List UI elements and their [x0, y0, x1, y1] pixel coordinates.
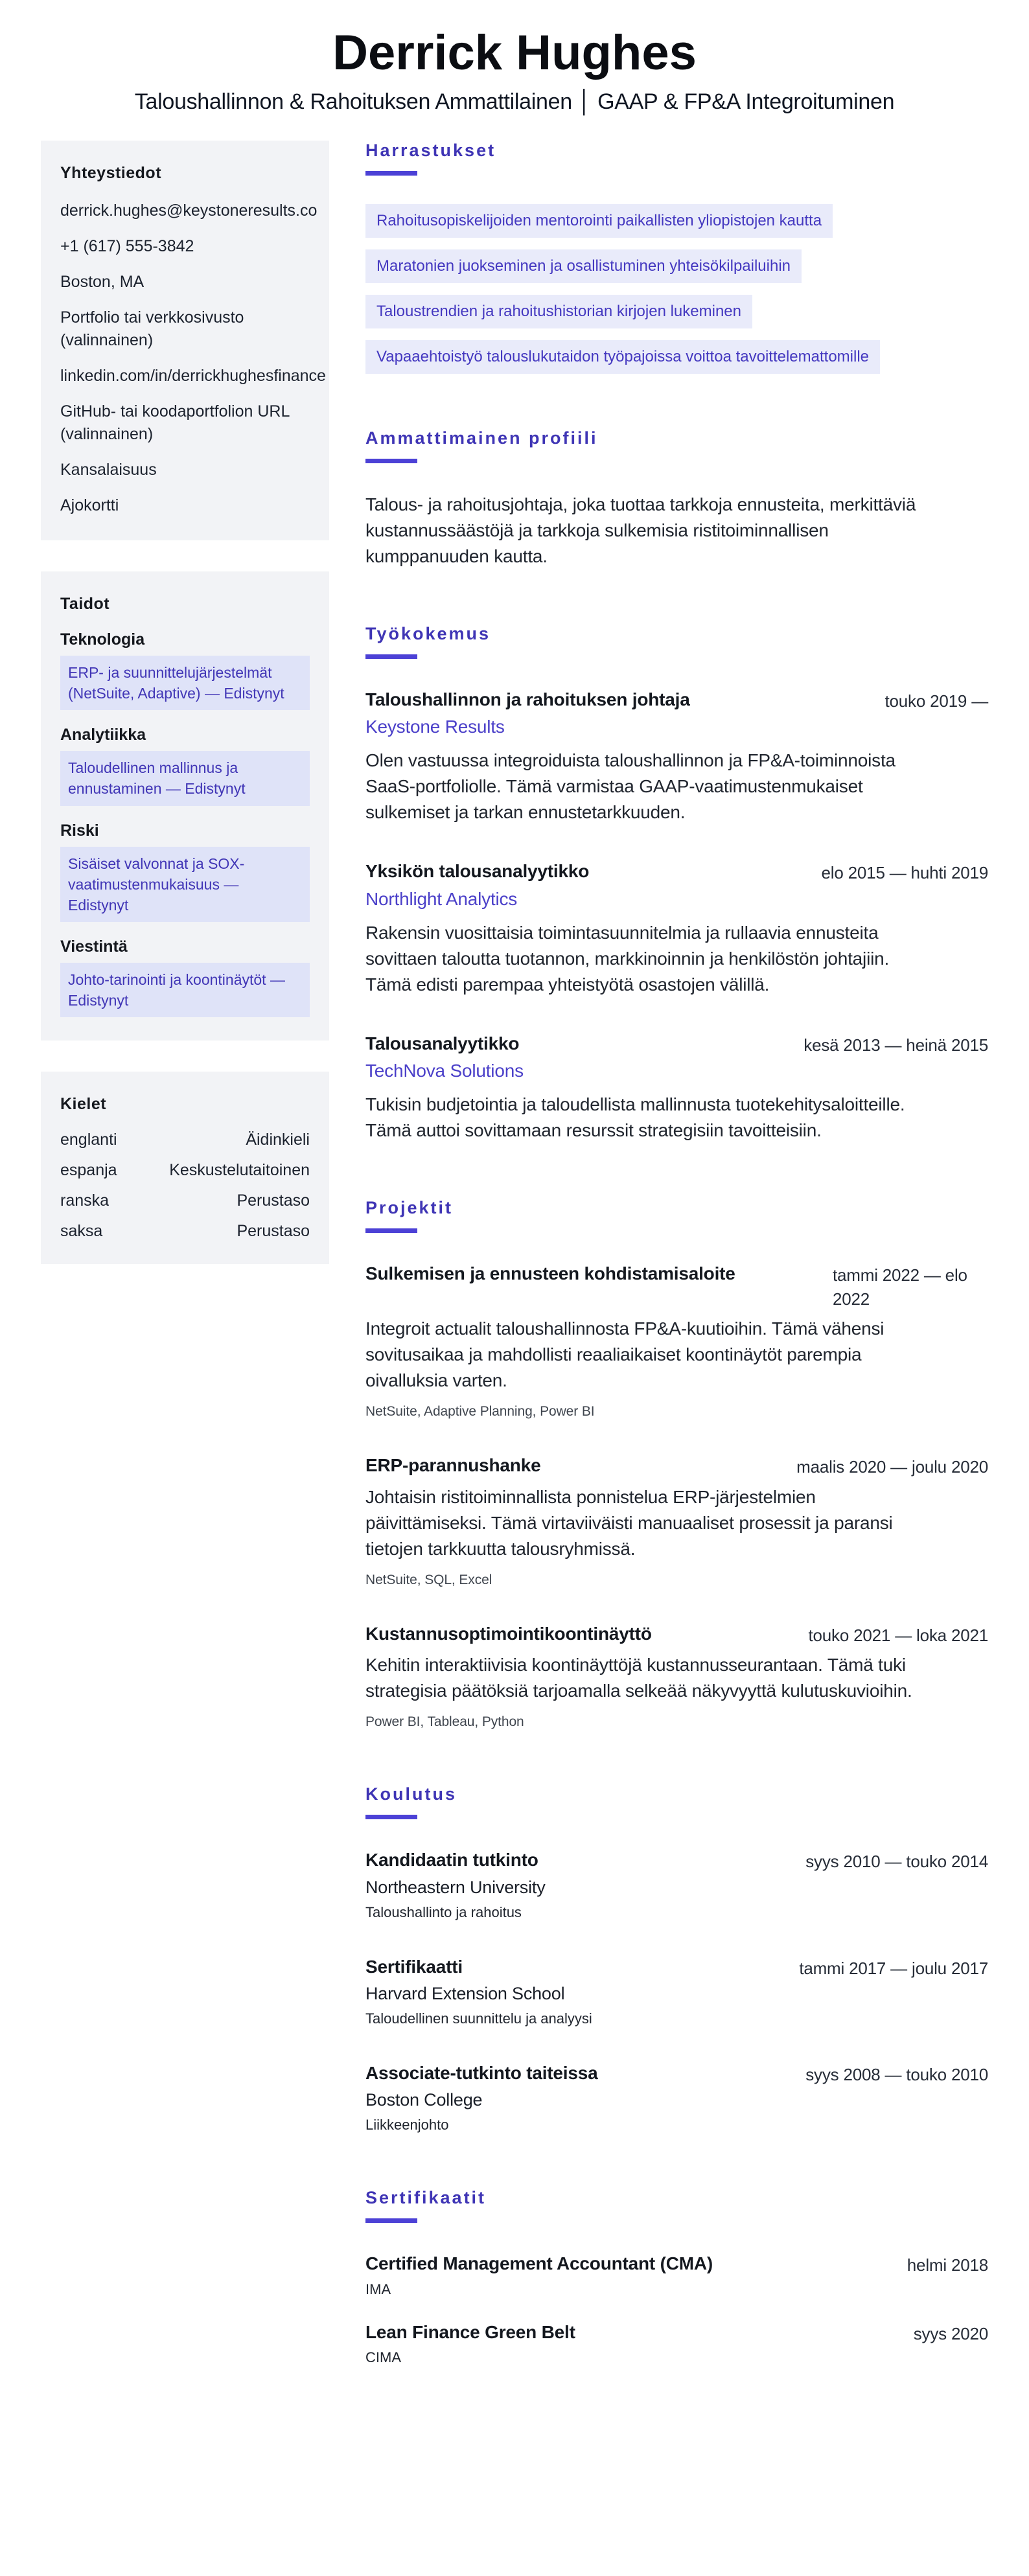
- section-underline: [365, 1815, 417, 1819]
- section-title: Työkokemus: [365, 623, 491, 643]
- contact-title: Yhteystiedot: [60, 163, 162, 182]
- header: [0, 0, 1029, 137]
- section-education: [365, 1784, 988, 2133]
- skill-category: Viestintä: [60, 937, 128, 956]
- project-dates: tammi 2022 — elo 2022: [833, 1265, 967, 1309]
- project-header: [365, 1622, 988, 1647]
- language-name: ranska: [60, 1191, 110, 1210]
- job-dates: elo 2015 — huhti 2019: [821, 863, 988, 883]
- job-company: TechNova Solutions: [365, 1061, 524, 1081]
- job-dates: kesä 2013 — heinä 2015: [804, 1035, 988, 1055]
- project-dates: touko 2021 — loka 2021: [808, 1625, 988, 1645]
- skill-group: [60, 630, 310, 710]
- education-school: Northeastern University: [365, 1877, 546, 1897]
- certification-date: helmi 2018: [907, 2255, 988, 2275]
- certification-entry: [365, 2251, 988, 2297]
- certification-issuer: IMA: [365, 2281, 391, 2297]
- skill-badge: Taloudellinen mallinnus ja ennustaminen — Edistynyt: [60, 751, 310, 805]
- section-profile: [365, 428, 988, 569]
- certification-issuer: CIMA: [365, 2349, 401, 2366]
- languages-card: [41, 1072, 329, 1264]
- skill-group: [60, 937, 310, 1017]
- education-header: [365, 1955, 988, 1980]
- education-header: [365, 1848, 988, 1873]
- education-entry: [365, 1848, 988, 1920]
- section-title: Harrastukset: [365, 140, 496, 160]
- section-underline: [365, 1228, 417, 1233]
- project-header: [365, 1261, 988, 1311]
- education-field: Taloushallinto ja rahoitus: [365, 1903, 522, 1920]
- project-entry: [365, 1622, 988, 1730]
- project-description: Kehitin interaktiivisia koontinäyttöjä kustannusseurantaan. Tämä tuki strategisia päätöksiä tarjoamalla selkeää näkyvyyttä kulutuskuvioihin.: [365, 1655, 912, 1701]
- certification-header: [365, 2251, 988, 2277]
- contact-linkedin: linkedin.com/in/derrickhughesfinance: [60, 366, 326, 385]
- project-header: [365, 1453, 988, 1478]
- project-description: Johtaisin ristitoiminnallista ponnistelua ERP-järjestelmien päivittämiseksi. Tämä virtaviiväisti manuaaliset prosessit ja paransi tietojen tarkkuutta talousryhmissä.: [365, 1486, 893, 1559]
- section-title: Ammattimainen profiili: [365, 428, 598, 448]
- main-column: [365, 141, 988, 2366]
- job-description: Rakensin vuosittaisia toimintasuunnitelmia ja rullaavia ennusteita sovittaen taloutta tuotannon, markkinoinnin ja henkilöstön johtajiin. Tämä edisti parempaa yhteistyötä osastojen välillä.: [365, 922, 890, 995]
- job-title: Yksikön talousanalyytikko: [365, 861, 590, 882]
- section-title: Sertifikaatit: [365, 2188, 487, 2208]
- education-field: Taloudellinen suunnittelu ja analyysi: [365, 2010, 592, 2027]
- section-hobbies: [365, 141, 988, 374]
- section-experience: [365, 624, 988, 1144]
- section-certifications: [365, 2188, 988, 2366]
- project-description: Integroit actualit taloushallinnosta FP&A-kuutioihin. Tämä vähensi sovitusaikaa ja mahdollisti reaaliaikaiset koontinäytöt parempia oivalluksia varten.: [365, 1318, 884, 1391]
- education-degree: Sertifikaatti: [365, 1956, 463, 1977]
- skill-category: Analytiikka: [60, 726, 146, 744]
- section-underline: [365, 459, 417, 463]
- job-company: Keystone Results: [365, 717, 505, 737]
- contact-github: GitHub- tai koodaportfolion URL (valinnainen): [60, 402, 290, 443]
- skills-title: Taidot: [60, 594, 110, 613]
- job-entry: [365, 1031, 988, 1144]
- job-description: Olen vastuussa integroiduista taloushallinnon ja FP&A-toiminnoista SaaS-portfoliolle. Tämä varmistaa GAAP-vaatimustenmukaiset sulkemiset ja tarkan ennustetarkkuuden.: [365, 750, 896, 823]
- skill-group: [60, 726, 310, 805]
- section-title: Projektit: [365, 1198, 454, 1218]
- education-dates: syys 2008 — touko 2010: [805, 2064, 988, 2084]
- language-name: espanja: [60, 1161, 117, 1180]
- education-field: Liikkeenjohto: [365, 2117, 449, 2133]
- skill-group: [60, 822, 310, 923]
- language-name: englanti: [60, 1131, 117, 1149]
- education-entry: [365, 1955, 988, 2027]
- certification-name: Certified Management Accountant (CMA): [365, 2253, 713, 2274]
- skill-category: Teknologia: [60, 630, 145, 649]
- hobby-badge: Maratonien juokseminen ja osallistuminen yhteisökilpailuihin: [365, 249, 802, 283]
- contact-phone: +1 (617) 555-3842: [60, 236, 194, 255]
- education-dates: syys 2010 — touko 2014: [805, 1852, 988, 1872]
- language-name: saksa: [60, 1222, 103, 1241]
- education-degree: Kandidaatin tutkinto: [365, 1850, 538, 1870]
- contact-location: Boston, MA: [60, 272, 145, 291]
- language-level: Äidinkieli: [246, 1131, 310, 1149]
- language-level: Keskustelutaitoinen: [169, 1161, 310, 1180]
- skill-badge: Sisäiset valvonnat ja SOX-vaatimustenmukaisuus — Edistynyt: [60, 847, 310, 923]
- language-row: [60, 1222, 310, 1241]
- section-underline: [365, 2218, 417, 2223]
- certification-header: [365, 2320, 988, 2345]
- contact-card: [41, 141, 329, 540]
- project-tech-stack: NetSuite, Adaptive Planning, Power BI: [365, 1404, 595, 1420]
- project-tech-stack: Power BI, Tableau, Python: [365, 1714, 524, 1730]
- education-school: Boston College: [365, 2090, 483, 2110]
- contact-email: derrick.hughes@keystoneresults.co: [60, 201, 318, 220]
- hobby-badge: Rahoitusopiskelijoiden mentorointi paikallisten yliopistojen kautta: [365, 204, 833, 238]
- education-degree: Associate-tutkinto taiteissa: [365, 2062, 598, 2083]
- content-columns: [0, 137, 1029, 2444]
- project-dates: maalis 2020 — joulu 2020: [796, 1457, 988, 1477]
- language-row: [60, 1161, 310, 1180]
- project-title: ERP-parannushanke: [365, 1455, 541, 1476]
- language-row: [60, 1131, 310, 1149]
- job-entry: [365, 687, 988, 825]
- job-header: [365, 859, 988, 884]
- job-title: Taloushallinnon ja rahoituksen johtaja: [365, 689, 690, 709]
- sidebar: [41, 141, 329, 1265]
- project-tech-stack: NetSuite, SQL, Excel: [365, 1572, 492, 1587]
- language-level: Perustaso: [237, 1191, 310, 1210]
- section-projects: [365, 1198, 988, 1730]
- skill-badge: ERP- ja suunnittelujärjestelmät (NetSuite, Adaptive) — Edistynyt: [60, 656, 310, 710]
- job-description: Tukisin budjetointia ja taloudellista mallinnusta tuotekehitysaloitteille. Tämä auttoi sovittamaan resurssit strategisiin tavoitteisiin.: [365, 1094, 905, 1141]
- profile-text: Talous- ja rahoitusjohtaja, joka tuottaa tarkkoja ennusteita, merkittäviä kustannussäästöjä ja tarkkoja sulkemisia ristitoiminnallisen kumppanuuden kautta.: [365, 494, 916, 566]
- job-header: [365, 687, 988, 713]
- person-tagline: Taloushallinnon & Rahoituksen Ammattilainen │ GAAP & FP&A Integroituminen: [134, 89, 895, 114]
- languages-title: Kielet: [60, 1095, 107, 1114]
- language-level: Perustaso: [237, 1222, 310, 1241]
- skill-badge: Johto-tarinointi ja koontinäytöt — Edistynyt: [60, 963, 310, 1017]
- education-entry: [365, 2061, 988, 2133]
- hobby-badge: Taloustrendien ja rahoitushistorian kirjojen lukeminen: [365, 295, 752, 328]
- project-title: Kustannusoptimointikoontinäyttö: [365, 1623, 652, 1644]
- section-underline: [365, 654, 417, 659]
- hobby-badge: Vapaaehtoistyö talouslukutaidon työpajoissa voittoa tavoittelemattomille: [365, 340, 880, 374]
- project-entry: [365, 1261, 988, 1420]
- education-header: [365, 2061, 988, 2086]
- education-dates: tammi 2017 — joulu 2017: [799, 1958, 988, 1978]
- project-title: Sulkemisen ja ennusteen kohdistamisaloite: [365, 1263, 735, 1284]
- skills-card: [41, 571, 329, 1041]
- skill-category: Riski: [60, 821, 99, 840]
- job-title: Talousanalyytikko: [365, 1033, 520, 1053]
- job-dates: touko 2019 —: [884, 691, 988, 711]
- person-name: Derrick Hughes: [332, 25, 697, 80]
- education-school: Harvard Extension School: [365, 1983, 565, 2003]
- job-header: [365, 1031, 988, 1057]
- contact-driving-license: Ajokortti: [60, 496, 119, 514]
- section-title: Koulutus: [365, 1784, 457, 1804]
- job-company: Northlight Analytics: [365, 888, 518, 909]
- language-row: [60, 1191, 310, 1210]
- job-entry: [365, 859, 988, 997]
- section-underline: [365, 171, 417, 176]
- project-entry: [365, 1453, 988, 1587]
- certification-name: Lean Finance Green Belt: [365, 2321, 575, 2342]
- contact-citizenship: Kansalaisuus: [60, 460, 157, 479]
- certification-date: syys 2020: [913, 2323, 988, 2343]
- contact-portfolio: Portfolio tai verkkosivusto (valinnainen): [60, 308, 244, 349]
- certification-entry: [365, 2320, 988, 2366]
